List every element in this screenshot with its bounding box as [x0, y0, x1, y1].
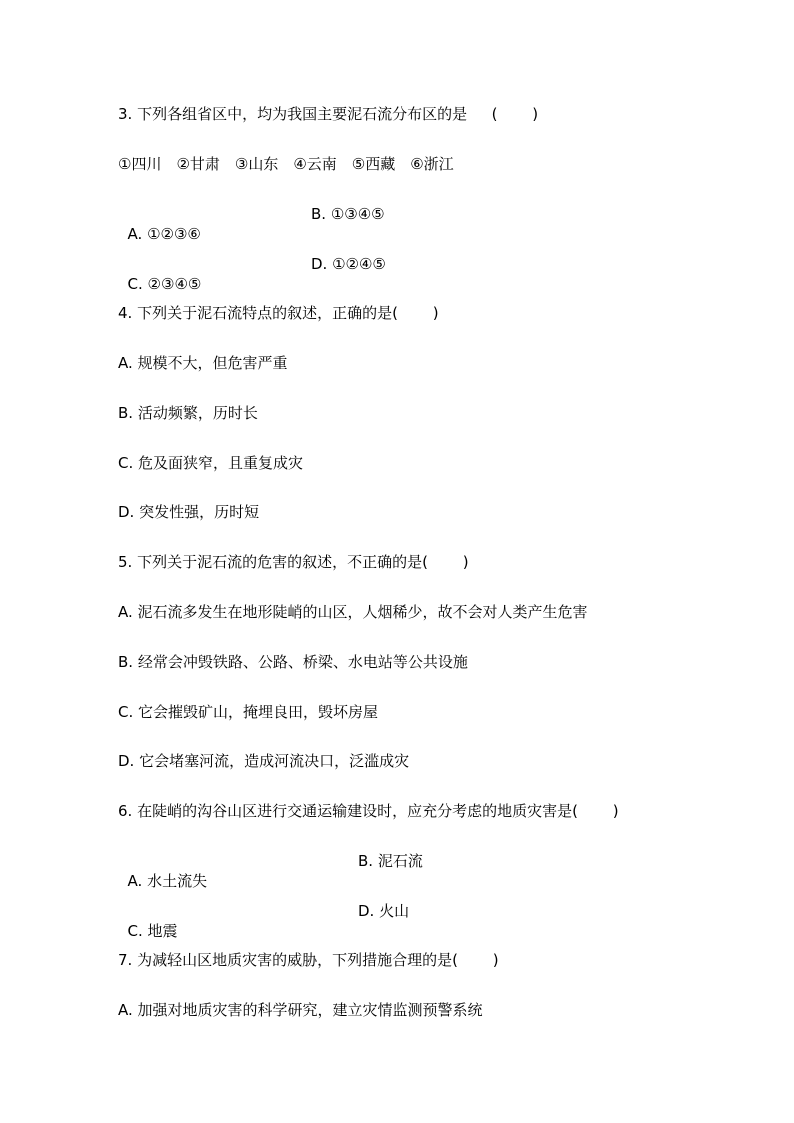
question-6-option-d: D. 火山 — [358, 902, 410, 920]
question-7-option-a: A. 加强对地质灾害的科学研究，建立灾情监测预警系统 — [118, 1001, 483, 1019]
question-6-option-b: B. 泥石流 — [358, 852, 423, 870]
question-3-stem: 3. 下列各组省区中，均为我国主要泥石流分布区的是 ( ) — [118, 105, 539, 123]
question-5-stem: 5. 下列关于泥石流的危害的叙述，不正确的是( ) — [118, 553, 469, 571]
question-3-option-a: A. ①②③⑥ — [127, 225, 201, 243]
question-6-stem: 6. 在陡峭的沟谷山区进行交通运输建设时，应充分考虑的地质灾害是( ) — [118, 802, 619, 820]
question-6-option-c: C. 地震 — [127, 922, 178, 940]
question-3-option-d: D. ①②④⑤ — [311, 255, 386, 273]
question-5-option-d: D. 它会堵塞河流，造成河流决口，泛滥成灾 — [118, 752, 410, 770]
question-5-option-b: B. 经常会冲毁铁路、公路、桥梁、水电站等公共设施 — [118, 653, 468, 671]
question-4-option-c: C. 危及面狭窄，且重复成灾 — [118, 454, 304, 472]
question-6-option-a: A. 水土流失 — [127, 872, 208, 890]
question-4-option-d: D. 突发性强，历时短 — [118, 503, 260, 521]
question-3-option-c: C. ②③④⑤ — [127, 275, 202, 293]
question-4-stem: 4. 下列关于泥石流特点的叙述，正确的是( ) — [118, 304, 439, 322]
question-4-option-a: A. 规模不大，但危害严重 — [118, 354, 288, 372]
question-7-stem: 7. 为减轻山区地质灾害的威胁，下列措施合理的是( ) — [118, 951, 499, 969]
question-5-option-a: A. 泥石流多发生在地形陡峭的山区，人烟稀少，故不会对人类产生危害 — [118, 603, 588, 621]
question-4-option-b: B. 活动频繁，历时长 — [118, 404, 258, 422]
question-3-option-b: B. ①③④⑤ — [311, 205, 385, 223]
question-5-option-c: C. 它会摧毁矿山，掩埋良田，毁坏房屋 — [118, 703, 379, 721]
question-3-items: ①四川 ②甘肃 ③山东 ④云南 ⑤西藏 ⑥浙江 — [118, 155, 454, 173]
